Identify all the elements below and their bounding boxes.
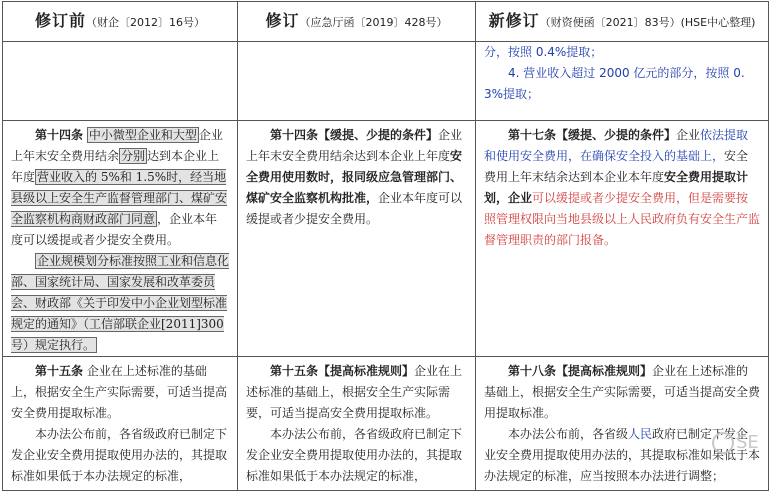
item-line: 分，按照 0.4%提取； [484,42,760,63]
watermark-text: SE [736,432,759,453]
cell-before [3,121,238,357]
article-text: 本办法公布前，各省级 [508,427,628,441]
article-text: 政府已制定下发企业安全费用提取使用办法的，其提取标准如果低于本办法规定的标准，应当按照本办法进行调整； [484,427,760,483]
article-title: 第十八条【提高标准规则】 [508,364,652,378]
bold-text: 安全费用使用数时，报同级应急管理部门、煤矿安全监察机构批准， [246,149,462,205]
highlight-text: 企业规模划分标准按照工业和信息化部、国家统计局、国家发展和改革委员会、财政部《关于印发中小企业划型标准规定的通知》（工信部联企业[2011]300号）规定执行。 [11,253,229,353]
cell-before [3,357,238,491]
item-line: 4. 营业收入超过 2000 亿元的部分，按照 0.3%提取； [484,63,760,105]
article-text: 企业上年末安全费用结余 [11,128,223,163]
cell-new-revision [476,42,769,121]
table-row [3,357,769,491]
comparison-table [2,1,769,491]
article-title: 第十七条【缓提、少提的条件】 [508,128,676,142]
highlight-text: 中小微型企业和大型 [87,127,199,143]
watermark [712,432,772,458]
article-text: 企业 [676,128,700,142]
article-title: 第十四条 [35,128,83,142]
header-before-ref: （财企〔2012〕16号） [86,16,205,29]
article-title: 第十五条【提高标准规则】 [270,364,414,378]
added-text: 人民 [628,427,652,441]
watermark-logo-icon [712,432,734,454]
cell-revision [238,121,476,357]
header-new-revision-title: 新修订 [489,11,540,30]
bold-text: 企业 [508,191,532,205]
cell-new-revision [476,121,769,357]
header-before-title: 修订前 [35,11,86,30]
highlight-text: 分别 [119,148,147,164]
highlight-text: 营业收入的 5%和 1.5%时，经当地县级以上安全生产监督管理部门、煤矿安全监察机构商财政部门同意 [11,169,227,227]
bold-text: 安全费用提取计划， [484,170,748,205]
article-text: ，企业本年度可以缓提或者少提安全费用。 [11,212,217,247]
article-text: 企业在上述标准的基础上，根据安全生产实际需要，可适当提高安全费用提取标准。 [11,364,227,420]
header-row [3,2,769,42]
cell-new-revision [476,357,769,491]
article-text: 安全费用上年末结余达到本企业本年度 [484,149,748,184]
added-text: 依法提取和使用安全费用，在确保安全投入的基础上， [484,128,748,163]
article-title: 第十五条 [35,364,83,378]
header-revision-ref: （应急厅函〔2019〕428号） [300,16,448,29]
header-revision [238,2,476,42]
article-text: 本办法公布前，各省级政府已制定下发企业安全费用提取使用办法的，其提取标准如果低于本办法规定的标准， [246,424,467,487]
article-text: 企业在上述标准的基础上，根据安全生产实际需要，可适当提高安全费用提取标准。 [246,364,462,420]
header-new-revision [476,2,769,42]
header-before [3,2,238,42]
article-text: 企业本年度可以缓提或者少提安全费用。 [246,191,462,226]
article-text: 达到本企业上年度 [11,149,219,184]
article-text: 企业在上述标准的基础上，根据安全生产实际需要，可适当提高安全费用提取标准。 [484,364,760,420]
article-text: 本办法公布前，各省级政府已制定下发企业安全费用提取使用办法的，其提取标准如果低于本办法规定的标准， [11,424,229,487]
changed-text: 可以缓提或者少提安全费用，但是需要按照管理权限向当地县级以上人民政府负有安全生产监督管理职责的部门报备。 [484,191,760,247]
table-row [3,42,769,121]
cell-before-empty [3,42,238,121]
cell-revision-empty [238,42,476,121]
article-title: 第十四条【缓提、少提的条件】 [270,128,438,142]
article-text: 企业上年末安全费用结余达到本企业上年度 [246,128,462,163]
header-new-revision-ref: （财资便函〔2021〕83号）(HSE中心整理) [540,16,756,29]
table-row [3,121,769,357]
cell-revision [238,357,476,491]
header-revision-title: 修订 [265,11,299,30]
